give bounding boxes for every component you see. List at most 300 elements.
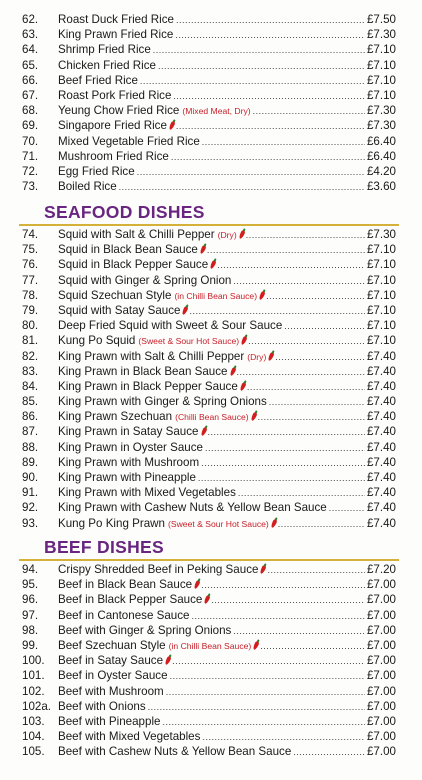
item-price: £7.40 [366, 364, 396, 378]
leader-dots [166, 685, 365, 700]
menu-item [0, 577, 422, 592]
leader-dots [119, 180, 365, 195]
menu-item [0, 164, 422, 179]
menu-item [0, 88, 422, 103]
chili-icon [270, 518, 277, 528]
item-price: £7.00 [366, 745, 396, 759]
item-price: £7.00 [366, 730, 396, 744]
item-name: Singapore Fried Rice [58, 119, 167, 133]
item-line [58, 149, 396, 165]
item-line [58, 88, 396, 104]
item-name: King Prawn with Pineapple [58, 471, 196, 484]
item-number: 75. [22, 243, 39, 257]
menu-item [0, 27, 422, 42]
leader-dots [192, 609, 365, 624]
leader-dots [247, 380, 365, 395]
item-name: King Prawn with Ginger & Spring Onions [58, 395, 267, 409]
chili-icon [200, 427, 207, 437]
item-line [58, 744, 396, 760]
leader-dots [201, 578, 365, 593]
item-number: 105. [22, 745, 45, 759]
item-line [58, 333, 396, 349]
beef-dishes-list [0, 562, 422, 759]
item-name: King Prawn with Mushroom [58, 455, 200, 469]
item-number: 77. [22, 273, 39, 287]
item-number: 67. [22, 88, 39, 102]
item-line [58, 303, 396, 319]
item-line [58, 242, 396, 258]
leader-dots [275, 350, 365, 365]
beef-divider [19, 559, 399, 561]
leader-dots [153, 43, 365, 58]
item-line [58, 349, 396, 365]
menu-item [0, 242, 422, 257]
menu-item [0, 562, 422, 577]
item-line [58, 516, 396, 532]
leader-dots [253, 104, 365, 119]
leader-dots [205, 441, 365, 456]
item-name: Mushroom Fried Rice [58, 149, 169, 163]
item-name: Beef Szechuan Style [58, 638, 166, 652]
item-name: Roast Pork Fried Rice [58, 88, 172, 102]
item-number: 85. [22, 395, 39, 409]
item-line [58, 364, 396, 380]
item-price: £7.10 [366, 43, 396, 57]
leader-dots [137, 165, 365, 180]
item-price: £7.10 [366, 73, 396, 87]
leader-dots [233, 624, 365, 639]
menu-item [0, 273, 422, 288]
leader-dots [246, 228, 365, 243]
menu-item [0, 638, 422, 653]
item-price: £6.40 [366, 134, 396, 148]
item-number: 101. [22, 669, 45, 683]
item-number: 71. [22, 149, 39, 163]
menu-item [0, 653, 422, 668]
item-line [58, 73, 396, 89]
item-number: 76. [22, 258, 39, 272]
item-line [58, 318, 396, 334]
seafood-heading: SEAFOOD DISHES [44, 202, 205, 222]
chili-icon [229, 366, 236, 376]
leader-dots [140, 74, 365, 89]
menu-item [0, 470, 422, 485]
item-line [58, 179, 396, 195]
item-name: King Prawn with Salt & Chilli Pepper [58, 349, 245, 363]
item-note: (Mixed Meat, Dry) [182, 106, 251, 117]
menu-item [0, 103, 422, 118]
item-name: Squid with Satay Sauce [58, 303, 181, 317]
item-price: £4.20 [366, 164, 396, 178]
leader-dots [266, 289, 365, 304]
menu-item [0, 58, 422, 73]
leader-dots [170, 669, 365, 684]
chili-icon [240, 336, 247, 346]
chili-icon [168, 121, 175, 131]
item-price: £7.00 [366, 623, 396, 637]
item-line [58, 470, 396, 486]
item-name: Crispy Shredded Beef in Peking Sauce [58, 563, 259, 576]
item-price: £7.10 [366, 258, 396, 272]
chili-icon [182, 306, 189, 316]
item-number: 83. [22, 364, 39, 378]
item-price: £7.00 [366, 699, 396, 713]
item-name: Beef with Pineapple [58, 714, 161, 728]
menu-item [0, 42, 422, 57]
menu-item [0, 699, 422, 714]
item-name: Deep Fried Squid with Sweet & Sour Sauce [58, 319, 283, 333]
item-name: Kung Po King Prawn [58, 516, 165, 530]
chili-icon [164, 656, 171, 666]
item-line [58, 623, 396, 639]
item-line [58, 42, 396, 58]
item-name: Boiled Rice [58, 180, 117, 194]
item-name: Roast Duck Fried Rice [58, 13, 174, 26]
item-price: £7.00 [366, 684, 396, 698]
chili-icon [250, 412, 257, 422]
menu-item [0, 349, 422, 364]
item-line [58, 562, 396, 578]
item-price: £7.40 [366, 410, 396, 424]
item-number: 100. [22, 654, 45, 668]
menu-item [0, 744, 422, 759]
item-name: Beef with Onions [58, 699, 146, 713]
item-number: 103. [22, 714, 45, 728]
leader-dots [202, 135, 365, 150]
menu-item [0, 623, 422, 638]
item-line [58, 638, 396, 654]
item-line [58, 273, 396, 289]
item-line [58, 424, 396, 440]
leader-dots [237, 365, 365, 380]
item-line [58, 227, 396, 243]
menu-item [0, 592, 422, 607]
item-number: 88. [22, 440, 39, 454]
leader-dots [201, 456, 365, 471]
leader-dots [238, 486, 365, 501]
item-name: Squid with Salt & Chilli Pepper [58, 228, 215, 241]
item-name: Squid with Ginger & Spring Onion [58, 273, 232, 287]
item-number: 66. [22, 73, 39, 87]
leader-dots [260, 639, 365, 654]
item-line [58, 577, 396, 593]
item-price: £7.20 [366, 563, 396, 576]
item-line [58, 409, 396, 425]
item-price: £7.40 [366, 501, 396, 515]
item-line [58, 12, 396, 28]
item-note: (Sweet & Sour Hot Sauce) [138, 336, 240, 347]
item-line [58, 164, 396, 180]
menu-item [0, 440, 422, 455]
item-price: £7.40 [366, 349, 396, 363]
item-price: £7.30 [366, 28, 396, 42]
item-name: King Prawn in Black Pepper Sauce [58, 379, 238, 393]
item-price: £7.30 [366, 104, 396, 118]
item-number: 104. [22, 730, 45, 744]
menu-item [0, 684, 422, 699]
leader-dots [233, 274, 365, 289]
item-price: £7.00 [366, 638, 396, 652]
menu-item [0, 455, 422, 470]
chili-icon [268, 351, 275, 361]
menu-item [0, 288, 422, 303]
chili-icon [209, 260, 216, 270]
menu-item [0, 364, 422, 379]
menu-item [0, 668, 422, 683]
item-price: £7.10 [366, 273, 396, 287]
item-price: £7.50 [366, 13, 396, 26]
item-name: Squid Szechuan Style [58, 288, 172, 302]
leader-dots [173, 89, 365, 104]
item-line [58, 394, 396, 410]
menu-item [0, 516, 422, 531]
item-line [58, 653, 396, 669]
menu-item [0, 608, 422, 623]
menu-item [0, 714, 422, 729]
item-name: Egg Fried Rice [58, 164, 135, 178]
item-number: 86. [22, 410, 39, 424]
menu-item [0, 409, 422, 424]
leader-dots [172, 654, 365, 669]
item-line [58, 103, 396, 119]
item-price: £7.00 [366, 714, 396, 728]
leader-dots [211, 593, 365, 608]
item-name: King Prawn with Cashew Nuts & Yellow Bean Sauce [58, 501, 327, 515]
item-number: 69. [22, 119, 39, 133]
leader-dots [148, 700, 365, 715]
item-number: 72. [22, 164, 39, 178]
chili-icon [253, 641, 260, 651]
item-name: King Prawn with Mixed Vegetables [58, 486, 236, 500]
chili-icon [258, 290, 265, 300]
item-number: 87. [22, 425, 39, 439]
rice-dishes-list [0, 12, 422, 194]
leader-dots [189, 304, 365, 319]
item-price: £7.30 [366, 228, 396, 241]
menu-item [0, 118, 422, 133]
menu-item [0, 134, 422, 149]
menu-item [0, 500, 422, 515]
chili-icon [239, 381, 246, 391]
leader-dots [175, 28, 365, 43]
item-number: 94. [22, 563, 39, 576]
item-name: Kung Po Squid [58, 334, 136, 348]
item-number: 63. [22, 28, 39, 42]
item-price: £7.40 [366, 516, 396, 530]
item-number: 92. [22, 501, 39, 515]
item-name: Beef in Oyster Sauce [58, 669, 168, 683]
item-price: £7.30 [366, 119, 396, 133]
item-note: (in Chilli Bean Sauce) [174, 290, 258, 301]
item-price: £6.40 [366, 149, 396, 163]
item-note: (in Chilli Bean Sauce) [168, 640, 252, 651]
menu-item [0, 333, 422, 348]
menu-item [0, 12, 422, 27]
item-number: 99. [22, 638, 39, 652]
item-name: Yeung Chow Fried Rice [58, 104, 180, 118]
item-number: 73. [22, 180, 39, 194]
menu-item [0, 485, 422, 500]
item-price: £7.00 [366, 654, 396, 668]
leader-dots [176, 119, 365, 134]
menu-item [0, 73, 422, 88]
item-name: Beef in Black Pepper Sauce [58, 593, 203, 607]
item-price: £7.10 [366, 303, 396, 317]
item-price: £7.00 [366, 669, 396, 683]
item-line [58, 455, 396, 471]
item-price: £3.60 [366, 180, 396, 194]
leader-dots [202, 730, 365, 745]
item-name: Beef with Cashew Nuts & Yellow Bean Sauce [58, 745, 292, 759]
item-number: 64. [22, 43, 39, 57]
item-name: Squid in Black Bean Sauce [58, 243, 198, 257]
item-price: £7.40 [366, 379, 396, 393]
seafood-dishes-list [0, 227, 422, 531]
item-line [58, 485, 396, 501]
item-name: Chicken Fried Rice [58, 58, 156, 72]
item-price: £7.00 [366, 608, 396, 622]
leader-dots [329, 501, 365, 516]
item-number: 82. [22, 349, 39, 363]
menu-item [0, 227, 422, 242]
item-number: 84. [22, 379, 39, 393]
leader-dots [269, 395, 365, 410]
menu-item [0, 179, 422, 194]
menu-item [0, 303, 422, 318]
chili-icon [204, 595, 211, 605]
item-price: £7.10 [366, 334, 396, 348]
leader-dots [207, 243, 365, 258]
leader-dots [258, 410, 365, 425]
leader-dots [171, 150, 365, 165]
item-number: 89. [22, 455, 39, 469]
item-line [58, 379, 396, 395]
menu-item [0, 318, 422, 333]
chili-icon [238, 230, 245, 240]
item-price: £7.10 [366, 88, 396, 102]
leader-dots [278, 517, 365, 532]
item-note: (Sweet & Sour Hot Sauce) [168, 518, 269, 529]
leader-dots [162, 715, 365, 730]
item-name: King Prawn Fried Rice [58, 28, 174, 42]
leader-dots [158, 59, 365, 74]
item-line [58, 288, 396, 304]
item-number: 79. [22, 303, 39, 317]
item-line [58, 714, 396, 730]
leader-dots [293, 745, 365, 760]
item-name: Beef Fried Rice [58, 73, 138, 87]
item-name: Beef with Mushroom [58, 684, 164, 698]
item-line [58, 684, 396, 700]
item-name: Mixed Vegetable Fried Rice [58, 134, 200, 148]
item-price: £7.40 [366, 471, 396, 484]
item-name: Beef in Satay Sauce [58, 654, 164, 668]
item-price: £7.40 [366, 425, 396, 439]
item-price: £7.40 [366, 440, 396, 454]
item-line [58, 592, 396, 608]
item-price: £7.10 [366, 243, 396, 257]
menu-item [0, 729, 422, 744]
item-number: 102. [22, 684, 45, 698]
item-number: 70. [22, 134, 39, 148]
leader-dots [267, 563, 365, 578]
item-number: 95. [22, 578, 39, 592]
item-name: Beef with Mixed Vegetables [58, 730, 201, 744]
menu-item [0, 149, 422, 164]
item-name: King Prawn in Satay Sauce [58, 425, 199, 439]
chili-icon [260, 565, 267, 575]
item-note: (Dry) [247, 351, 267, 362]
item-line [58, 440, 396, 456]
item-line [58, 699, 396, 715]
item-number: 65. [22, 58, 39, 72]
item-number: 80. [22, 319, 39, 333]
leader-dots [176, 13, 365, 28]
item-note: (Dry) [217, 230, 237, 240]
item-number: 96. [22, 593, 39, 607]
leader-dots [217, 258, 365, 273]
item-number: 68. [22, 104, 39, 118]
menu-item [0, 424, 422, 439]
item-number: 97. [22, 608, 39, 622]
item-line [58, 668, 396, 684]
item-number: 93. [22, 516, 39, 530]
seafood-divider [19, 224, 399, 226]
item-name: Beef in Cantonese Sauce [58, 608, 190, 622]
item-number: 102a. [22, 699, 52, 713]
leader-dots [284, 319, 365, 334]
item-number: 74. [22, 228, 39, 241]
item-line [58, 27, 396, 43]
menu-item [0, 394, 422, 409]
chili-icon [193, 580, 200, 590]
item-name: Beef in Black Bean Sauce [58, 578, 193, 592]
beef-heading: BEEF DISHES [44, 537, 164, 557]
item-name: King Prawn in Oyster Sauce [58, 440, 203, 454]
leader-dots [198, 471, 365, 486]
item-price: £7.10 [366, 319, 396, 333]
item-line [58, 729, 396, 745]
item-line [58, 608, 396, 624]
item-price: £7.10 [366, 288, 396, 302]
item-price: £7.10 [366, 58, 396, 72]
item-price: £7.40 [366, 395, 396, 409]
item-number: 98. [22, 623, 39, 637]
item-number: 62. [22, 13, 39, 26]
item-name: Shrimp Fried Rice [58, 43, 151, 57]
menu-item [0, 257, 422, 272]
item-note: (Chilli Bean Sauce) [175, 412, 249, 423]
item-line [58, 58, 396, 74]
menu-item [0, 379, 422, 394]
item-price: £7.00 [366, 593, 396, 607]
item-number: 78. [22, 288, 39, 302]
item-line [58, 118, 396, 134]
item-line [58, 500, 396, 516]
item-name: King Prawn in Black Bean Sauce [58, 364, 228, 378]
item-price: £7.40 [366, 455, 396, 469]
item-number: 91. [22, 486, 39, 500]
item-line [58, 257, 396, 273]
chili-icon [199, 245, 206, 255]
leader-dots [208, 425, 365, 440]
item-name: Squid in Black Pepper Sauce [58, 258, 209, 272]
item-line [58, 134, 396, 150]
leader-dots [248, 334, 365, 349]
item-name: King Prawn Szechuan [58, 410, 173, 424]
item-price: £7.40 [366, 486, 396, 500]
item-number: 81. [22, 334, 39, 348]
